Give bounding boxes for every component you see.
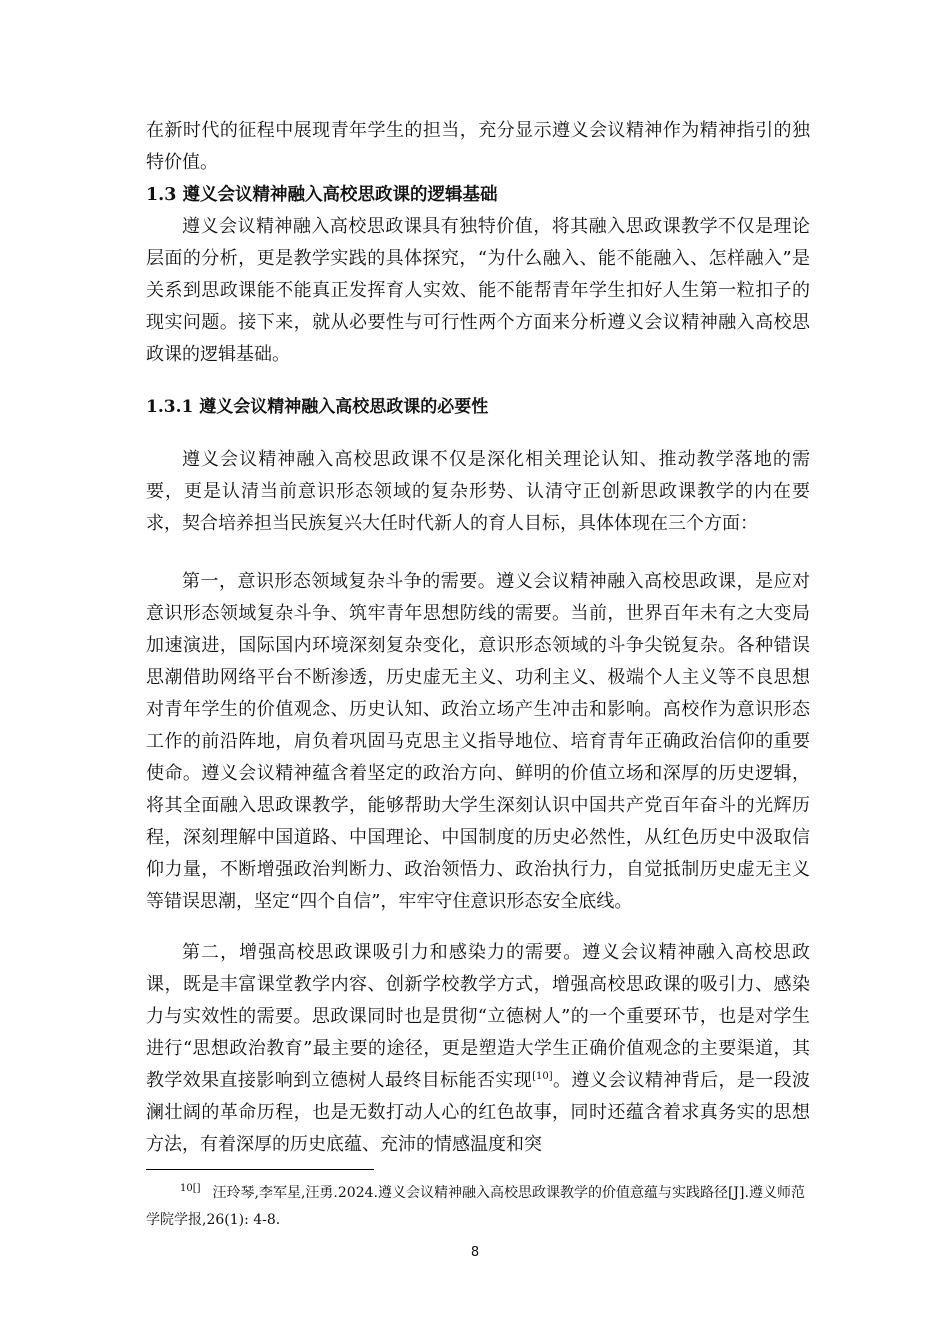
- footnote-text: 汪玲琴,李军星,汪勇.2024.遵义会议精神融入高校思政课教学的价值意蕴与实践路径[J].遵义师范学院学报,26(1): 4-8.: [146, 1185, 805, 1228]
- section-heading-1-3: 1.3 遵义会议精神融入高校思政课的逻辑基础: [146, 185, 498, 205]
- paragraph-necessity-intro: 遵义会议精神融入高校思政课不仅是深化相关理论认知、推动教学落地的需要，更是认清当前意识形态领域的复杂形势、认清守正创新思政课教学的内在要求，契合培养担当民族复兴大任时代新人的育人目标，具体体现在三个方面：: [146, 449, 810, 534]
- paragraph-section-1-3: 遵义会议精神融入高校思政课具有独特价值，将其融入思政课教学不仅是理论层面的分析，更是教学实践的具体探究，“为什么融入、能不能融入、怎样融入”是关系到思政课能不能真正发挥育人实效、能不能帮青年学生扣好人生第一粒扣子的现实问题。接下来，就从必要性与可行性两个方面来分析遵义会议精神融入高校思政课的逻辑基础。: [146, 216, 810, 365]
- citation-reference: [10]: [532, 1071, 553, 1082]
- footnote-separator: [146, 1169, 374, 1170]
- subsection-heading-1-3-1: 1.3.1 遵义会议精神融入高校思政课的必要性: [146, 397, 489, 417]
- paragraph-second-point: [146, 937, 810, 1161]
- paragraph-second-text-a: 第二，增强高校思政课吸引力和感染力的需要。遵义会议精神融入高校思政课，既是丰富课堂教学内容、创新学校教学方式，增强高校思政课的吸引力、感染力与实效性的需要。思政课同时也是贯彻“立德树人”的一个重要环节，也是对学生进行“思想政治教育”最主要的途径，更是塑造大学生正确价值观念的主要渠道，其教学效果直接影响到立德树人最终目标能否实现: [146, 942, 810, 1091]
- footnote: 10[] 汪玲琴,李军星,汪勇.2024.遵义会议精神融入高校思政课教学的价值意蕴与实践路径[J].遵义师范学院学报,26(1): 4-8.: [146, 1183, 805, 1228]
- page-number: 8: [470, 1245, 480, 1260]
- paragraph-second-text-b: 。遵义会议精神背后，是一段波澜壮阔的革命历程，也是无数打动人心的红色故事，同时还蕴含着求真务实的思想方法，有着深厚的历史底蕴、充沛的情感温度和突: [146, 1070, 811, 1155]
- paragraph-continued: 在新时代的征程中展现青年学生的担当，充分显示遵义会议精神作为精神指引的独特价值。: [146, 120, 810, 173]
- paragraph-first-point: 第一，意识形态领域复杂斗争的需要。遵义会议精神融入高校思政课，是应对意识形态领域复杂斗争、筑牢青年思想防线的需要。当前，世界百年未有之大变局加速演进，国际国内环境深刻复杂变化，意识形态领域的斗争尖锐复杂。各种错误思潮借助网络平台不断渗透，历史虚无主义、功利主义、极端个人主义等不良思想对青年学生的价值观念、历史认知、政治立场产生冲击和影响。高校作为意识形态工作的前沿阵地，肩负着巩固马克思主义指导地位、培育青年正确政治信仰的重要使命。遵义会议精神蕴含着坚定的政治方向、鲜明的价值立场和深厚的历史逻辑，将其全面融入思政课教学，能够帮助大学生深刻认识中国共产党百年奋斗的光辉历程，深刻理解中国道路、中国理论、中国制度的历史必然性，从红色历史中汲取信仰力量，不断增强政治判断力、政治领悟力、政治执行力，自觉抵制历史虚无主义等错误思潮，坚定“四个自信”，牢牢守住意识形态安全底线。: [146, 571, 810, 912]
